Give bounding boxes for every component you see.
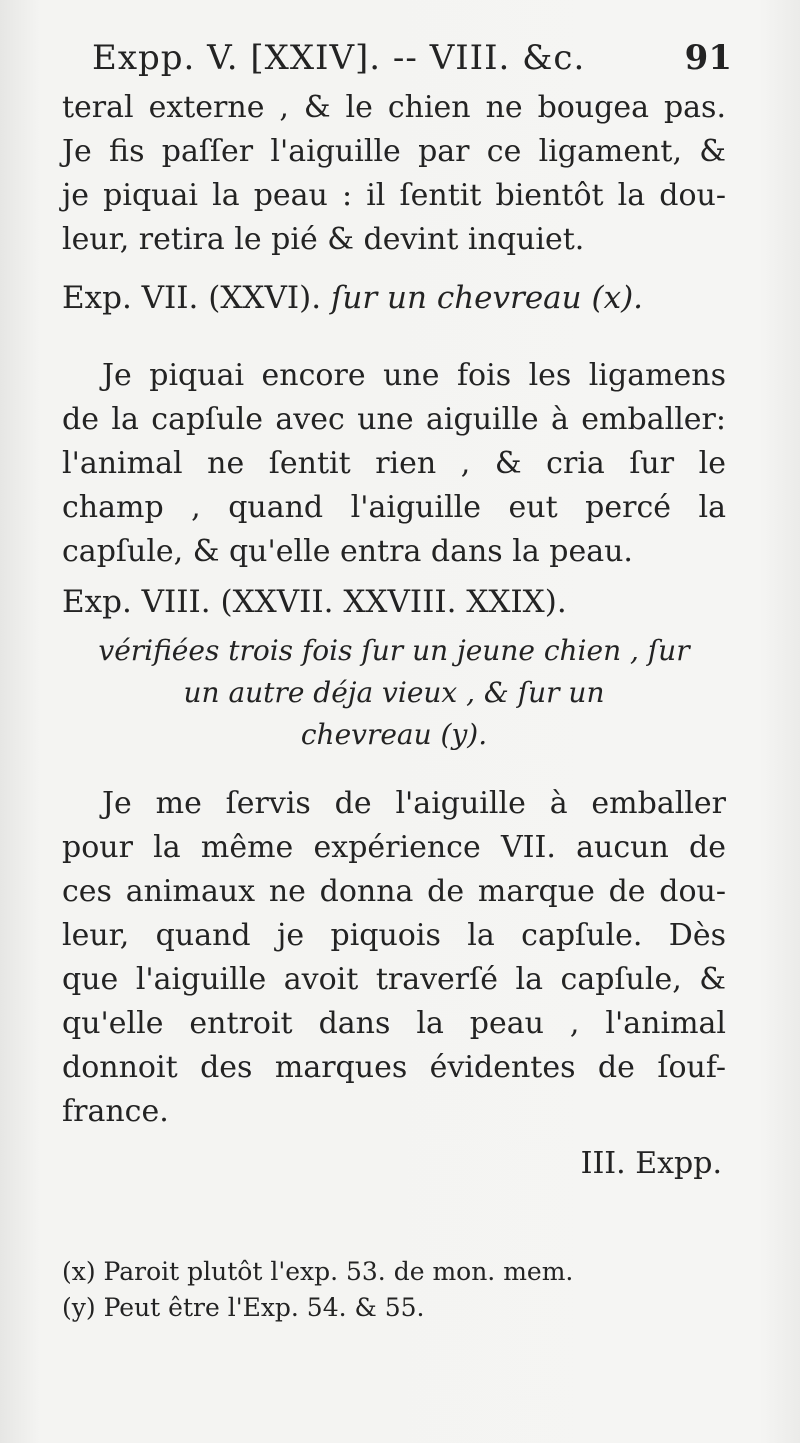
footnote-y: (y) Peut être l'Exp. 54. & 55. [62,1293,425,1322]
text-line: Je piquai encore une fois les ligamens [102,358,726,393]
exp-vii-heading-italic: ſur un chevreau (x). [330,280,644,316]
text-line: leur, retira le pié & devint inquiet. [62,222,585,257]
continuation-paragraph [62,86,726,262]
text-line: Je me ſervis de l'aiguille à emballer [102,786,726,821]
exp-vii-heading-prefix: Exp. VII. (XXVI). [62,280,322,316]
text-line: france. [62,1094,169,1129]
text-line: l'animal ne ſentit rien , & cria ſur le [62,446,726,481]
footnote-x: (x) Paroit plutôt l'exp. 53. de mon. mem. [62,1257,574,1286]
running-head [92,32,732,88]
footnotes [62,1254,573,1326]
caption-line: vérifiées trois fois ſur un jeune chien , ſur [98,634,690,667]
text-line: de la capſule avec une aiguille à emballer: [62,402,726,437]
text-line: pour la même expérience VII. aucun de [62,830,726,865]
page-number: 91 [684,38,732,78]
text-line: donnoit des marques évidentes de ſouf- [62,1050,726,1085]
exp-viii-caption [62,630,726,756]
text-line: que l'aiguille avoit traverſé la capſule, & [62,962,726,997]
text-line: ces animaux ne donna de marque de dou- [62,874,726,909]
caption-line: chevreau (y). [300,718,488,751]
exp-vii-heading [62,280,726,316]
text-line: leur, quand je piquois la capſule. Dès [62,918,726,953]
text-line: capſule, & qu'elle entra dans la peau. [62,534,633,569]
text-line: champ , quand l'aiguille eut percé la [62,490,726,525]
text-line: Je fis paſſer l'aiguille par ce ligament, & [62,134,726,169]
text-line: qu'elle entroit dans la peau , l'animal [62,1006,726,1041]
text-line: je piquai la peau : il ſentit bientôt la dou- [62,178,726,213]
caption-line: un autre déja vieux , & ſur un [183,676,605,709]
exp-vii-paragraph [62,354,726,574]
text-line: teral externe , & le chien ne bougea pas. [62,90,726,125]
running-head-title: Expp. V. [XXIV]. -- VIII. &c. [92,38,586,78]
catchword: III. Expp. [580,1146,722,1181]
exp-viii-paragraph [62,782,726,1134]
exp-viii-heading: Exp. VIII. (XXVII. XXVIII. XXIX). [62,584,567,620]
